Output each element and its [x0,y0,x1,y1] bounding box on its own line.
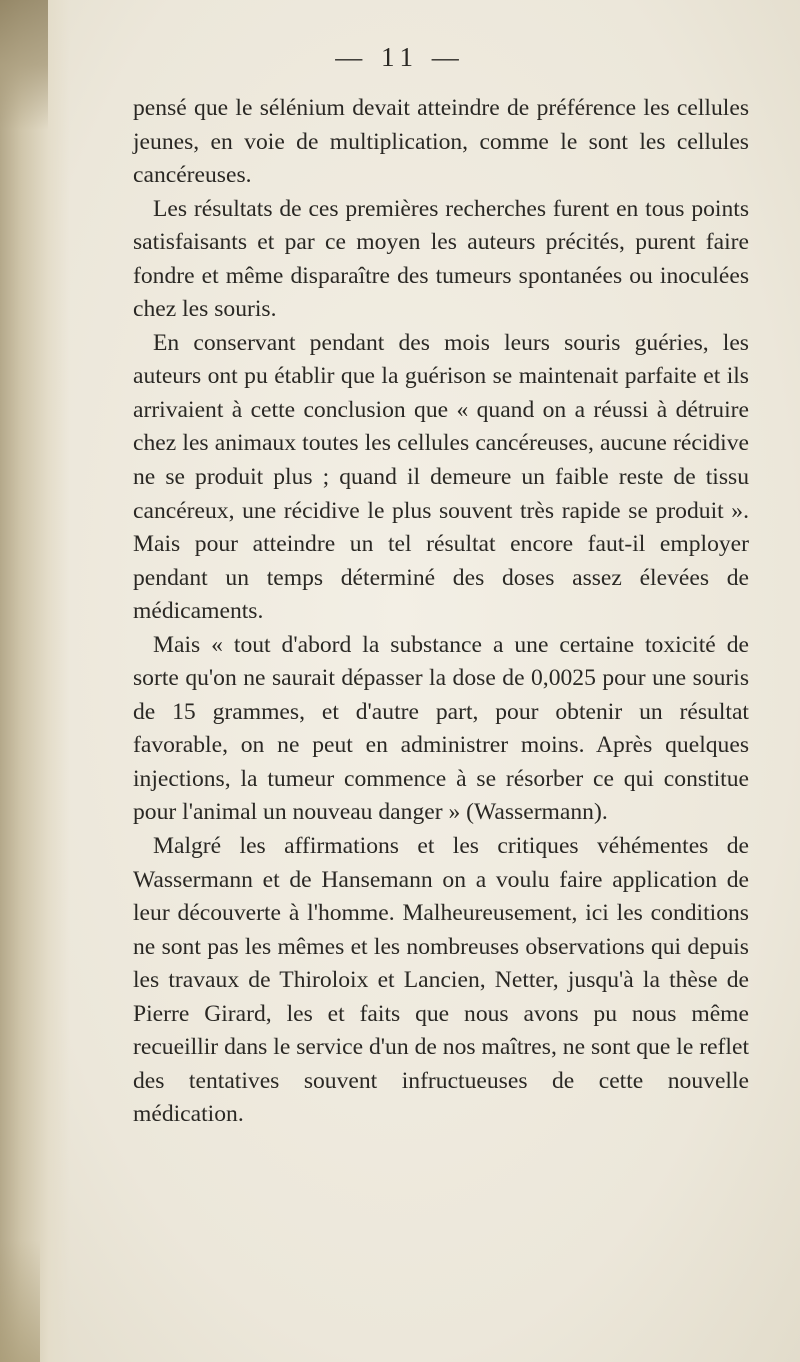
paragraph-2: Les résultats de ces premières recherches furent en tous points satisfaisants et par ce moyen les auteurs précités, purent faire fondre et même disparaître des tumeurs spontanées ou inoculées chez les souris. [133,195,749,323]
page-number: — 11 — [335,42,465,72]
page-edge-shadow [0,0,70,1362]
paragraph-4: Mais « tout d'abord la substance a une certaine toxicité de sorte qu'on ne saurait dépasser la dose de 0,0025 pour une souris de 15 grammes, et d'autre part, pour obtenir un résultat favorable, on ne peut en administrer moins. Après quelques injections, la tumeur commence à se résorber ce qui constitue pour l'animal un nouveau danger » (Wassermann). [133,631,749,826]
body-text [133,92,749,1132]
paragraph-1: pensé que le sélénium devait atteindre de préférence les cellules jeunes, en voie de multiplication, comme le sont les cellules cancéreuses. [133,95,749,189]
paragraph-5: Malgré les affirmations et les critiques véhémentes de Wassermann et de Hansemann on a voulu faire application de leur découverte à l'homme. Malheureusement, ici les conditions ne sont pas les mêmes et les nombreuses observations qui depuis les travaux de Thiroloix et Lancien, Netter, jusqu'à la thèse de Pierre Girard, les et faits que nous avons pu nous même recueillir dans le service d'un de nos maîtres, ne sont que le reflet des tentatives souvent infructueuses de cette nouvelle médication. [133,833,749,1128]
page-edge-stain-bottom [0,1240,40,1362]
paragraph-3: En conservant pendant des mois leurs souris guéries, les auteurs ont pu établir que la guérison se maintenait parfaite et ils arrivaient à cette conclusion que « quand on a réussi à détruire chez les animaux toutes les cellules cancéreuses, aucune récidive ne se produit plus ; quand il demeure un faible reste de tissu cancéreux, une récidive le plus souvent très rapide se produit ». Mais pour atteindre un tel résultat encore faut-il employer pendant un temps déterminé des doses assez élevées de médicaments. [133,329,749,625]
